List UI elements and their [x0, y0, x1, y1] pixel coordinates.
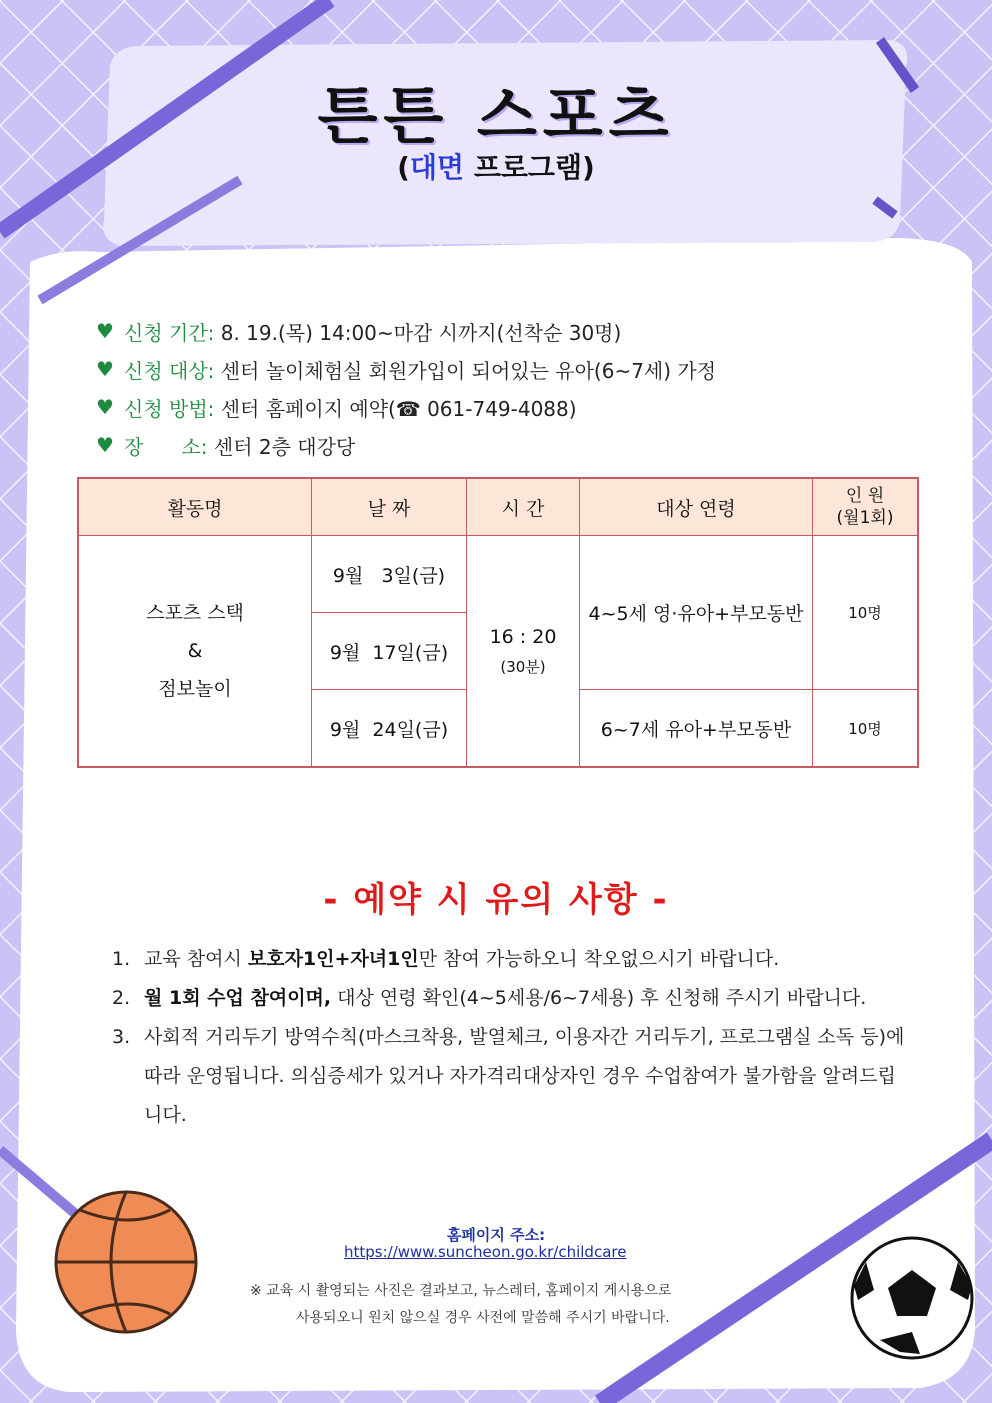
- notice-list: [112, 940, 912, 1135]
- info-row-location: [96, 426, 916, 464]
- table-header-row: [78, 478, 918, 536]
- table-row: [78, 536, 918, 613]
- homepage-label: 홈페이지 주소:: [446, 1226, 546, 1244]
- heart-icon: ♥: [96, 433, 114, 457]
- photo-notice: [250, 1278, 810, 1332]
- info-value: 8. 19.(목) 14:00~마감 시까지(선착순 30명): [220, 320, 622, 345]
- time-value: 16 : 20: [489, 625, 557, 648]
- header-capacity-line1: 인 원: [845, 486, 885, 506]
- page-subtitle: [0, 146, 992, 186]
- page-title: 튼튼 스포츠: [317, 79, 675, 152]
- notice-item: [112, 940, 912, 979]
- info-list: [96, 312, 916, 464]
- header-age: 대상 연령: [580, 478, 813, 536]
- info-label: 신청 방법:: [124, 396, 221, 421]
- info-label: 신청 대상:: [124, 358, 221, 383]
- notice-text-pre: 사회적 거리두기 방역수칙(마스크착용, 발열체크, 이용자간 거리두기, 프로그램실 소독 등)에 따라 운영됩니다. 의심증세가 있거나 자가격리대상자인 경우 수업참여가 불가함을 알려드립니다.: [144, 1026, 905, 1126]
- notice-item: [112, 979, 912, 1018]
- info-value: 센터 놀이체험실 회원가입이 되어있는 유아(6~7세) 가정: [220, 358, 717, 383]
- age-cell: 6~7세 유아+부모동반: [580, 690, 813, 768]
- capacity-cell: 10명: [813, 690, 919, 768]
- activity-name-line2: &: [187, 640, 203, 662]
- notice-text-post: 만 참여 가능하오니 착오없으시기 바랍니다.: [418, 948, 780, 970]
- activity-cell: [78, 536, 312, 768]
- date-cell: 9월 24일(금): [312, 690, 467, 768]
- notice-number: 1.: [112, 948, 131, 970]
- info-value: 센터 홈페이지 예약(☎ 061-749-4088): [220, 396, 577, 421]
- activity-name-line1: 스포츠 스택: [146, 602, 244, 624]
- info-label: 신청 기간:: [124, 320, 221, 345]
- subtitle-highlight: 대면: [409, 151, 465, 184]
- notice-text-pre: 교육 참여시: [144, 948, 248, 970]
- subtitle-rest: 프로그램): [464, 151, 595, 184]
- homepage-link[interactable]: https://www.suncheon.go.kr/childcare: [344, 1243, 627, 1261]
- photo-notice-line1: ※ 교육 시 촬영되는 사진은 결과보고, 뉴스레터, 홈페이지 게시용으로: [250, 1283, 672, 1299]
- notice-title: - 예약 시 유의 사항 -: [323, 880, 669, 920]
- date-cell: 9월 3일(금): [312, 536, 467, 613]
- capacity-cell: 10명: [813, 536, 919, 690]
- info-row-period: [96, 312, 916, 350]
- schedule-table: [77, 477, 919, 768]
- date-cell: 9월 17일(금): [312, 613, 467, 690]
- info-row-target: [96, 350, 916, 388]
- subtitle-open-paren: (: [397, 151, 410, 184]
- basketball-icon: [56, 1192, 196, 1332]
- header-activity: 활동명: [78, 478, 312, 536]
- info-label: 장 소:: [124, 434, 214, 459]
- notice-text: [144, 979, 866, 1018]
- header-time: 시 간: [467, 478, 580, 536]
- info-value: 센터 2층 대강당: [213, 434, 356, 459]
- notice-text-bold: 월 1회 수업 참여이며,: [144, 987, 332, 1009]
- photo-notice-line2: 사용되오니 원치 않으실 경우 사전에 말씀해 주시기 바랍니다.: [296, 1310, 670, 1326]
- soccer-ball-icon: [852, 1238, 972, 1358]
- notice-text-bold: 보호자1인+자녀1인: [247, 948, 419, 970]
- header-capacity: [813, 478, 919, 536]
- heart-icon: ♥: [96, 395, 114, 419]
- notice-text: [144, 1018, 912, 1135]
- notice-text: [144, 940, 779, 979]
- header-date: 날 짜: [312, 478, 467, 536]
- notice-number: 2.: [112, 987, 131, 1009]
- time-cell: [467, 536, 580, 768]
- notice-text-post: 대상 연령 확인(4~5세용/6~7세용) 후 신청해 주시기 바랍니다.: [331, 987, 867, 1009]
- age-cell: 4~5세 영·유아+부모동반: [580, 536, 813, 690]
- info-row-method: [96, 388, 916, 426]
- duration-value: (30분): [500, 657, 546, 676]
- heart-icon: ♥: [96, 357, 114, 381]
- heart-icon: ♥: [96, 319, 114, 343]
- notice-number: 3.: [112, 1026, 131, 1048]
- activity-name-line3: 점보놀이: [158, 678, 232, 700]
- notice-item: [112, 1018, 912, 1135]
- header-capacity-line2: (월1회): [836, 508, 894, 528]
